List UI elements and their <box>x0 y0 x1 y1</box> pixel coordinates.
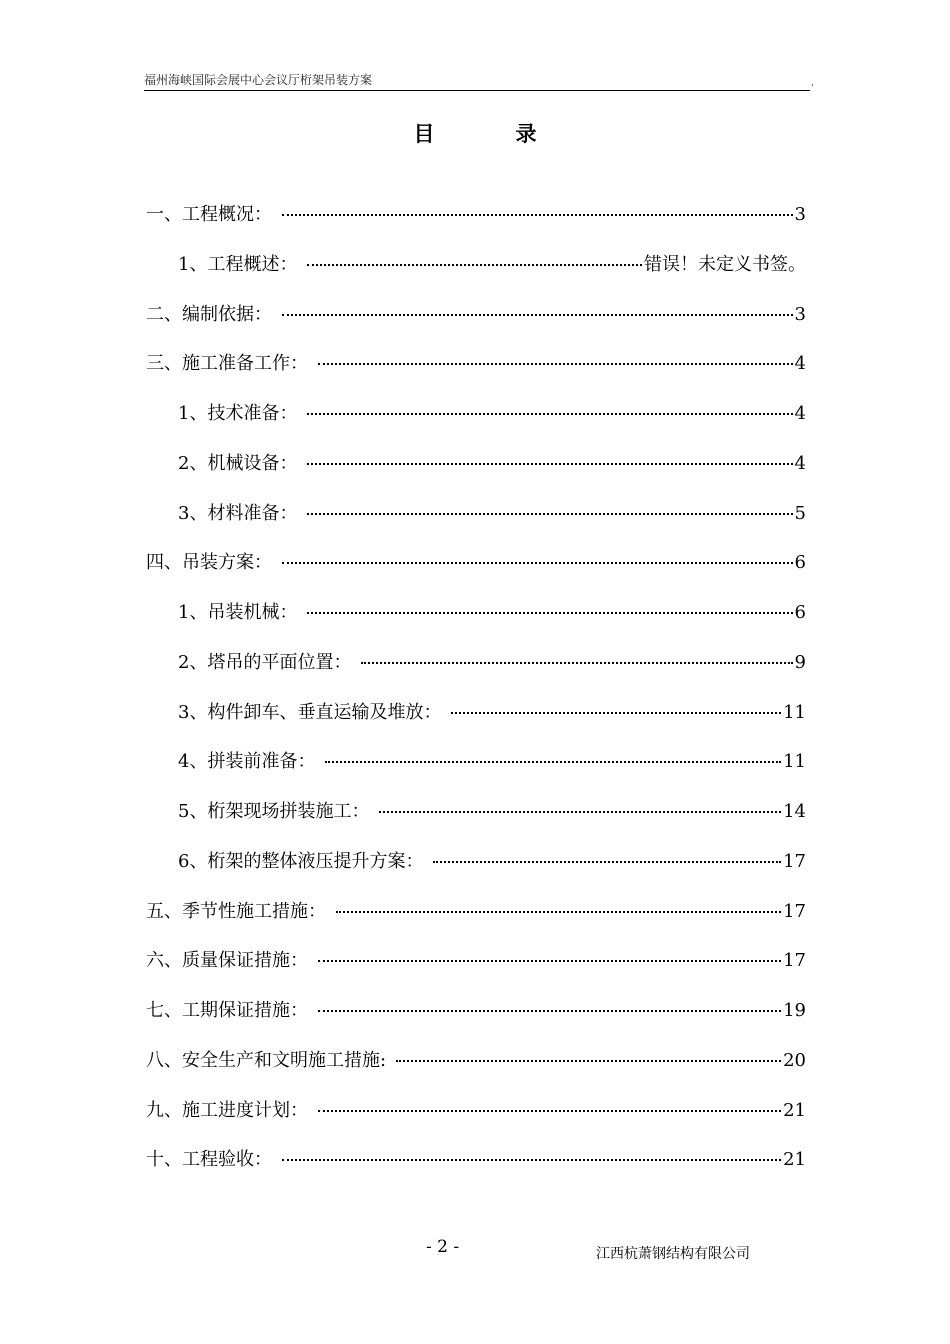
toc-dot-leader <box>307 592 792 614</box>
toc-dot-leader <box>318 1090 781 1112</box>
toc-dot-leader <box>379 791 781 813</box>
toc-entry-page: 6 <box>794 552 806 573</box>
toc-entry-page: 9 <box>794 652 806 673</box>
toc-entry[interactable] <box>178 745 806 771</box>
toc-entry-label: 1、技术准备： <box>178 403 298 424</box>
toc-entry[interactable] <box>146 994 806 1020</box>
toc-entry-page: 14 <box>783 801 806 822</box>
toc-entry[interactable] <box>178 248 806 274</box>
toc-entry-label: 1、吊装机械： <box>178 602 298 623</box>
toc-entry-label: 三、施工准备工作： <box>146 353 308 374</box>
toc-entry-page: 4 <box>794 403 806 424</box>
toc-entry-page: 4 <box>794 353 806 374</box>
toc-entry[interactable] <box>178 596 806 622</box>
toc-entry[interactable] <box>146 895 806 921</box>
toc-entry-label: 4、拼装前准备： <box>178 751 316 772</box>
toc-entry-label: 九、施工进度计划： <box>146 1100 308 1121</box>
toc-entry[interactable] <box>146 198 806 224</box>
toc-entry-page: 20 <box>783 1050 806 1071</box>
toc-dot-leader <box>361 642 792 664</box>
toc-entry-page: 21 <box>783 1149 806 1170</box>
toc-entry-page: 11 <box>783 702 806 723</box>
toc-entry-label: 6、桁架的整体液压提升方案： <box>178 851 424 872</box>
header-mark: , <box>811 78 814 88</box>
toc-entry[interactable] <box>146 1143 806 1169</box>
toc-entry-label: 四、吊装方案： <box>146 552 272 573</box>
toc-dot-leader <box>282 542 793 564</box>
toc-entry[interactable] <box>146 347 806 373</box>
toc-title: 目 录 <box>413 121 567 146</box>
toc-entry-page: 错误！未定义书签。 <box>644 254 806 275</box>
toc-entry[interactable] <box>178 497 806 523</box>
toc-entry-page: 3 <box>794 204 806 225</box>
toc-entry-label: 2、塔吊的平面位置： <box>178 652 352 673</box>
toc-entry[interactable] <box>146 298 806 324</box>
toc-entry-label: 5、桁架现场拼装施工： <box>178 801 370 822</box>
toc-dot-leader <box>282 194 793 216</box>
toc-entry[interactable] <box>178 447 806 473</box>
toc-entry-page: 11 <box>783 751 806 772</box>
toc-dot-leader <box>336 891 781 913</box>
toc-entry-page: 17 <box>783 950 806 971</box>
toc-entry-page: 17 <box>783 901 806 922</box>
toc-dot-leader <box>307 493 792 515</box>
toc-dot-leader <box>318 940 781 962</box>
toc-entry-label: 3、材料准备： <box>178 503 298 524</box>
toc-dot-leader <box>451 692 781 714</box>
toc-entry-label: 一、工程概况： <box>146 204 272 225</box>
toc-entry-label: 五、季节性施工措施： <box>146 901 326 922</box>
toc-dot-leader <box>318 343 793 365</box>
toc-dot-leader <box>325 741 781 763</box>
toc-entry[interactable] <box>178 795 806 821</box>
toc-dot-leader <box>282 1139 781 1161</box>
toc-entry-page: 17 <box>783 851 806 872</box>
toc-dot-leader <box>307 393 792 415</box>
toc-entry-label: 1、工程概述： <box>178 254 298 275</box>
toc-entry-page: 4 <box>794 453 806 474</box>
toc-entry-label: 十、工程验收： <box>146 1149 272 1170</box>
toc-entry[interactable] <box>178 397 806 423</box>
toc-entry[interactable] <box>146 546 806 572</box>
header-title: 福州海峡国际会展中心会议厅桁架吊装方案 <box>144 73 373 87</box>
footer-page-number: - 2 - <box>426 1237 460 1257</box>
toc-entry-page: 6 <box>794 602 806 623</box>
toc-entry[interactable] <box>146 1044 806 1070</box>
toc-entry-label: 2、机械设备： <box>178 453 298 474</box>
toc-dot-leader <box>396 1040 781 1062</box>
toc-entry[interactable] <box>178 845 806 871</box>
toc-entry[interactable] <box>146 944 806 970</box>
toc-entry-label: 二、编制依据： <box>146 304 272 325</box>
toc-entry-page: 21 <box>783 1100 806 1121</box>
toc-entry-label: 六、质量保证措施： <box>146 950 308 971</box>
toc-entry[interactable] <box>146 1094 806 1120</box>
toc-entry[interactable] <box>178 696 806 722</box>
toc-entry-label: 八、安全生产和文明施工措施: <box>146 1050 387 1071</box>
toc-entry-label: 七、工期保证措施： <box>146 1000 308 1021</box>
toc-dot-leader <box>433 841 781 863</box>
toc-entry-page: 19 <box>783 1000 806 1021</box>
footer-company: 江西杭萧钢结构有限公司 <box>596 1246 750 1262</box>
toc-entry-page: 3 <box>794 304 806 325</box>
toc-entry[interactable] <box>178 646 806 672</box>
toc-dot-leader <box>307 443 792 465</box>
toc-dot-leader <box>282 294 793 316</box>
toc-dot-leader <box>307 244 642 266</box>
toc-entry-label: 3、构件卸车、垂直运输及堆放： <box>178 702 442 723</box>
toc-dot-leader <box>318 990 781 1012</box>
toc-entry-page: 5 <box>794 503 806 524</box>
